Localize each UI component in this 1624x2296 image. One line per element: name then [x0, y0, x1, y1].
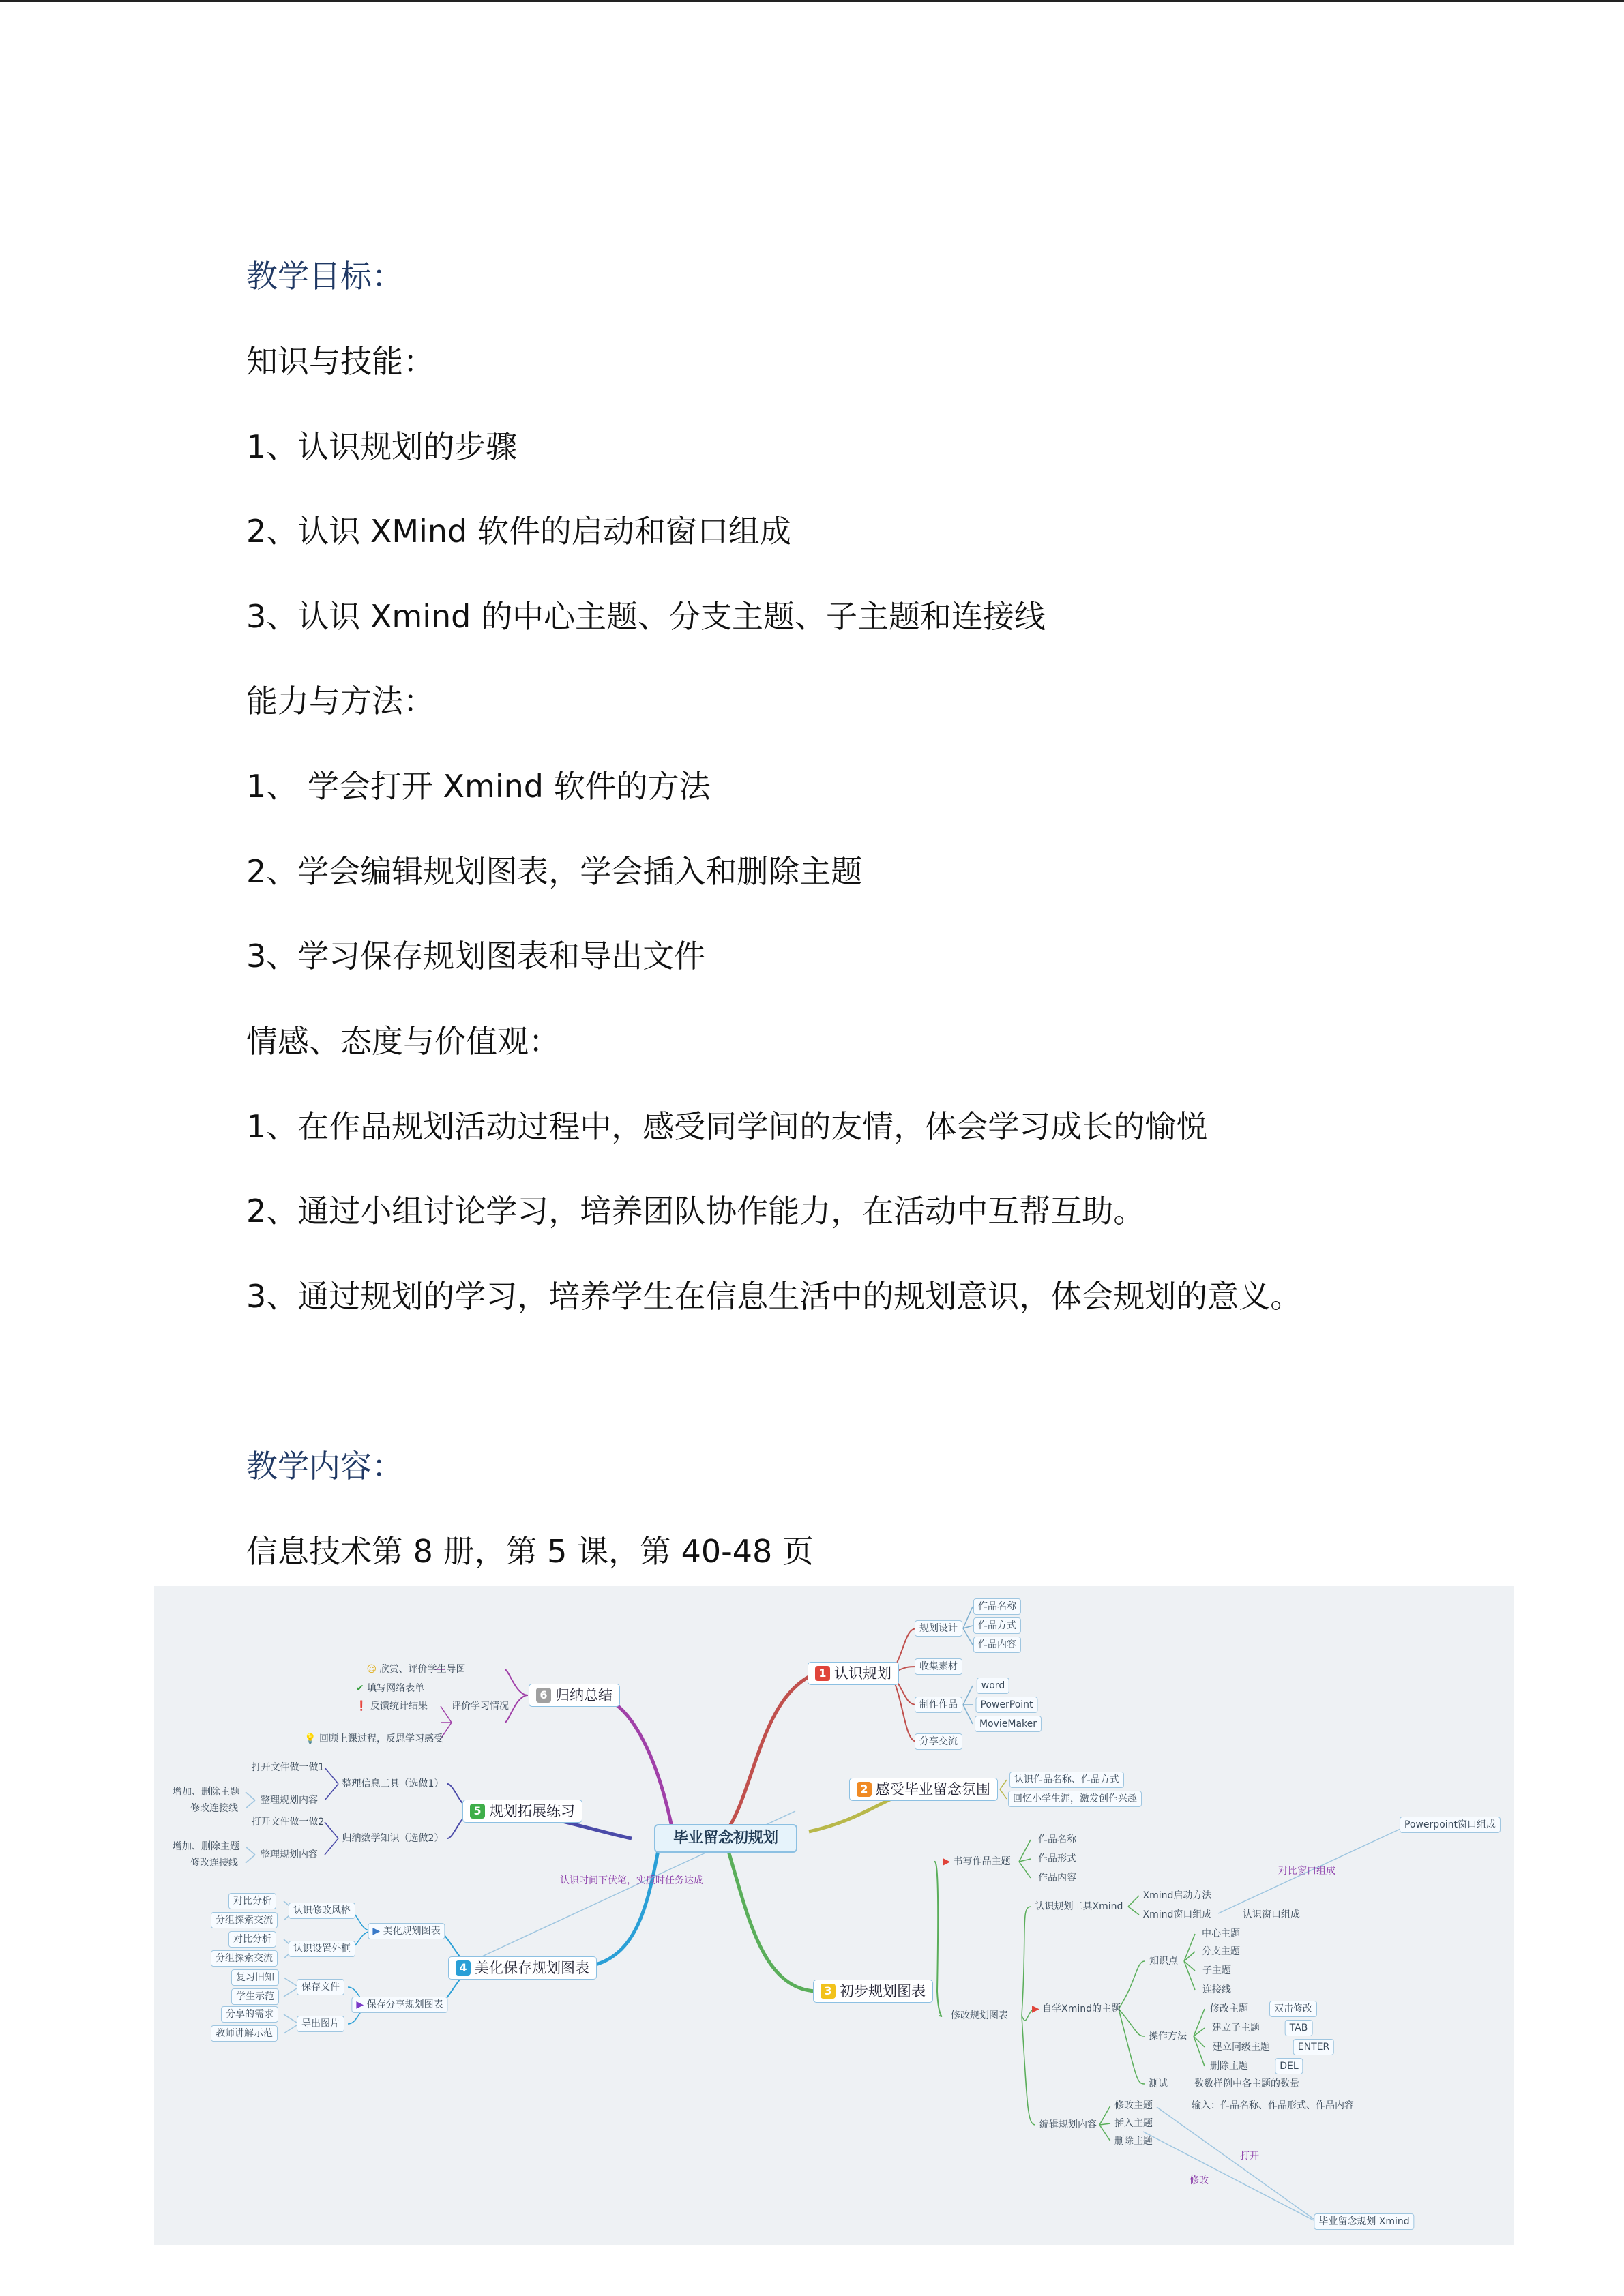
mindmap-leaf: 认识作品名称、作品方式 — [1009, 1772, 1124, 1788]
branch-number-badge: 1 — [815, 1666, 830, 1681]
mindmap-leaf: 操作方法 — [1149, 2031, 1187, 2042]
mindmap-subtopic: ▶ 自学Xmind的主题 — [1031, 2003, 1121, 2014]
goal-item: 3、学习保存规划图表和导出文件 — [246, 938, 706, 974]
mindmap-leaf: MovieMaker — [975, 1716, 1042, 1732]
mindmap-leaf: ENTER — [1293, 2039, 1334, 2055]
mindmap-leaf: 修改主题 — [1114, 2100, 1153, 2111]
mindmap-branch-6: 6 归纳总结 — [529, 1684, 620, 1707]
mindmap-leaf: Xmind启动方法 — [1142, 1890, 1212, 1901]
mindmap-leaf: 增加、删除主题 — [173, 1841, 239, 1852]
mindmap-leaf: 分组探索交流 — [211, 1950, 278, 1967]
mindmap-leaf: 作品内容 — [973, 1637, 1021, 1653]
mindmap-relationship-label: 对比窗口组成 — [1278, 1866, 1335, 1877]
mindmap-leaf: 作品名称 — [1038, 1834, 1076, 1845]
mindmap-subtopic: 归纳数学知识（选做2） — [342, 1833, 444, 1844]
mindmap-branch-1: 1 认识规划 — [808, 1662, 899, 1685]
mindmap-leaf: 删除主题 — [1114, 2136, 1153, 2147]
branch-number-badge: 2 — [857, 1782, 872, 1797]
mindmap-leaf: 修改主题 — [1210, 2003, 1248, 2014]
mindmap-leaf: 双击修改 — [1269, 2001, 1317, 2017]
goal-item: 3、认识 Xmind 的中心主题、分支主题、子主题和连接线 — [246, 598, 1046, 635]
mindmap-leaf: 中心主题 — [1202, 1928, 1240, 1939]
mindmap-leaf: 分组探索交流 — [211, 1912, 278, 1928]
mindmap-relationship-label: 认识时间下伏笔，实质时任务达成 — [560, 1875, 703, 1886]
mindmap-subtopic: 制作作品 — [915, 1697, 962, 1713]
mindmap-subtopic: 认识设置外框 — [289, 1941, 355, 1957]
mindmap-subtopic: 分享交流 — [915, 1733, 962, 1750]
mindmap-leaf: 分享的需求 — [221, 2006, 278, 2023]
heading-teaching-goals: 教学目标： — [246, 258, 403, 295]
mindmap-subtopic: ▶ 美化规划图表 — [368, 1923, 445, 1939]
mindmap-leaf: 插入主题 — [1114, 2118, 1153, 2129]
goal-item: 1、在作品规划活动过程中，感受同学间的友情，体会学习成长的愉悦 — [246, 1108, 1208, 1145]
mindmap-leaf: 连接线 — [1202, 1984, 1231, 1995]
mindmap-branch-3: 3 初步规划图表 — [813, 1980, 933, 2003]
goal-item: 2、通过小组讨论学习，培养团队协作能力，在活动中互帮互助。 — [246, 1193, 1145, 1229]
mindmap-leaf: 增加、删除主题 — [173, 1787, 239, 1798]
mindmap-leaf: 认识窗口组成 — [1243, 1909, 1300, 1920]
mindmap-subtopic: 评价学习情况 — [452, 1701, 509, 1712]
mindmap-subtopic: 修改规划图表 — [951, 2010, 1008, 2021]
goal-item: 3、通过规划的学习，培养学生在信息生活中的规划意识，体会规划的意义。 — [246, 1278, 1302, 1315]
mindmap-leaf: 建立子主题 — [1212, 2023, 1260, 2033]
mindmap-leaf: 打开文件做一做1 — [251, 1762, 325, 1773]
mindmap-leaf: 分支主题 — [1202, 1946, 1240, 1957]
mindmap-relationship-label: 修改 — [1190, 2175, 1209, 2186]
mindmap-subtopic: ▶ 书写作品主题 — [943, 1856, 1011, 1867]
mindmap-leaf: 回忆小学生涯，激发创作兴趣 — [1008, 1791, 1142, 1807]
mindmap-subtopic: ▶ 保存分享规划图表 — [351, 1997, 447, 2013]
mindmap-leaf: 复习旧知 — [231, 1969, 279, 1986]
mindmap-leaf: 打开文件做一做2 — [251, 1817, 325, 1828]
mindmap-leaf: 修改连接线 — [190, 1858, 238, 1868]
mindmap-central-topic: 毕业留念初规划 — [654, 1824, 797, 1853]
branch-number-badge: 6 — [536, 1688, 551, 1703]
page-top-border — [0, 0, 1624, 2]
mindmap-leaf: PowerPoint — [975, 1697, 1037, 1713]
mindmap-leaf: 修改连接线 — [190, 1803, 238, 1814]
goal-item: 2、认识 XMind 软件的启动和窗口组成 — [246, 513, 791, 550]
mindmap-leaf: 整理规划内容 — [261, 1849, 318, 1860]
mindmap-subtopic: 保存文件 — [297, 1979, 344, 1995]
goal-item: 1、 学会打开 Xmind 软件的方法 — [246, 768, 711, 805]
mindmap-leaf: 知识点 — [1149, 1956, 1178, 1967]
mindmap-branch-4: 4 美化保存规划图表 — [448, 1956, 597, 1980]
mindmap-leaf: 建立同级主题 — [1213, 2042, 1270, 2053]
mindmap-subtopic: 编辑规划内容 — [1039, 2119, 1097, 2130]
mindmap-floating-topic: 毕业留念规划 Xmind — [1314, 2213, 1414, 2230]
mindmap-leaf: 作品形式 — [1038, 1853, 1076, 1864]
mindmap-leaf: 删除主题 — [1210, 2061, 1248, 2072]
mindmap-subtopic: 收集素材 — [915, 1658, 962, 1675]
mindmap-leaf: 教师讲解示范 — [211, 2025, 278, 2042]
mindmap-leaf: Xmind窗口组成 — [1142, 1909, 1212, 1920]
mindmap-subtopic: 认识修改风格 — [289, 1903, 355, 1919]
mindmap-subtopic: 规划设计 — [915, 1620, 962, 1637]
mindmap-leaf: 测试 — [1149, 2078, 1168, 2089]
mindmap-relationship-label: 打开 — [1240, 2151, 1259, 2162]
mindmap-leaf: 数数样例中各主题的数量 — [1194, 2078, 1299, 2089]
mindmap-leaf: 整理规划内容 — [261, 1795, 318, 1806]
mindmap-subtopic: 导出图片 — [297, 2016, 344, 2032]
mindmap-branch-2: 2 感受毕业留念氛围 — [849, 1778, 998, 1801]
mindmap-leaf: 对比分析 — [228, 1893, 276, 1909]
subheading-emotion-values: 情感、态度与价值观： — [246, 1023, 560, 1060]
branch-number-badge: 4 — [456, 1960, 471, 1976]
mindmap-leaf: 学生示范 — [231, 1988, 279, 2005]
mindmap-leaf: DEL — [1275, 2058, 1303, 2074]
mindmap-leaf: ☺ 欣赏、评价学生导图 — [366, 1664, 466, 1675]
mindmap-branch-5: 5 规划拓展练习 — [462, 1800, 582, 1823]
heading-teaching-content: 教学内容： — [246, 1448, 403, 1485]
mindmap-subtopic: 整理信息工具（选做1） — [342, 1778, 444, 1789]
mindmap-leaf: ❗ 反馈统计结果 — [355, 1701, 428, 1712]
mindmap-leaf: 对比分析 — [228, 1931, 276, 1948]
mindmap-leaf: TAB — [1285, 2020, 1313, 2036]
mindmap-subtopic: 💡 回顾上课过程，反思学习感受 — [304, 1733, 443, 1744]
mindmap-image — [154, 1586, 1514, 2245]
mindmap-leaf: 作品内容 — [1038, 1873, 1076, 1883]
content-reference: 信息技术第 8 册，第 5 课，第 40-48 页 — [246, 1533, 814, 1570]
mindmap-leaf: 子主题 — [1202, 1965, 1231, 1976]
goal-item: 1、认识规划的步骤 — [246, 428, 518, 465]
subheading-ability-methods: 能力与方法： — [246, 683, 434, 719]
mindmap-leaf: 作品方式 — [973, 1617, 1021, 1634]
mindmap-leaf: ✔ 填写网络表单 — [355, 1683, 425, 1694]
mindmap-leaf: word — [977, 1678, 1009, 1694]
mindmap-leaf: 作品名称 — [973, 1598, 1021, 1615]
mindmap-leaf: 输入：作品名称、作品形式、作品内容 — [1192, 2100, 1354, 2111]
mindmap-subtopic: 认识规划工具Xmind — [1035, 1901, 1123, 1912]
branch-number-badge: 5 — [470, 1804, 485, 1819]
mindmap-floating-topic: Powerpoint窗口组成 — [1400, 1817, 1501, 1833]
subheading-knowledge-skills: 知识与技能： — [246, 343, 434, 380]
branch-number-badge: 3 — [821, 1984, 836, 1999]
goal-item: 2、学会编辑规划图表，学会插入和删除主题 — [246, 853, 863, 890]
